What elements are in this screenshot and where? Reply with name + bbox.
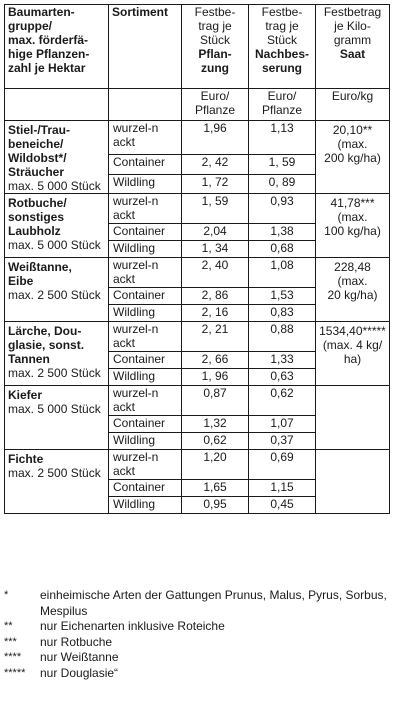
planting-rate-cell: 1,65 xyxy=(182,480,249,497)
unit-unit5: Euro/kg xyxy=(316,89,390,121)
unit-empty xyxy=(5,89,109,121)
planting-rate-cell: 2, 21 xyxy=(182,322,249,352)
header-group-line: zahl je Hektar xyxy=(8,61,86,75)
header-line: Festbe- xyxy=(261,5,303,19)
header-line: gramm xyxy=(333,33,372,47)
replanting-rate-cell: 0,62 xyxy=(249,386,316,416)
planting-rate-cell: 1,20 xyxy=(182,450,249,480)
header-col5 xyxy=(316,5,390,89)
species-group-cell xyxy=(5,121,109,194)
replanting-rate-cell: 1,08 xyxy=(249,258,316,288)
footnote-text: nur Rotbuche xyxy=(40,634,113,649)
footnote-mark: *** xyxy=(4,635,17,648)
sortiment-cell xyxy=(109,450,182,480)
header-line: Festbe- xyxy=(194,5,236,19)
sortiment-label: wurzel-nackt xyxy=(113,322,159,350)
planting-rate-cell: 2, 16 xyxy=(182,305,249,322)
max-count: max. 2 500 Stück xyxy=(8,288,101,302)
planting-rate-cell: 0,62 xyxy=(182,433,249,450)
unit-line: Pflanze xyxy=(194,103,236,117)
sortiment-cell xyxy=(109,433,182,450)
header-group-line: Baumarten- xyxy=(8,5,75,19)
sortiment-label: Wildling xyxy=(113,369,156,383)
header-line: zung xyxy=(201,61,229,75)
footnotes xyxy=(4,588,396,681)
sortiment-cell xyxy=(109,305,182,322)
sortiment-label: Wildling xyxy=(113,174,156,189)
header-group-line: hige Pflanzen- xyxy=(8,47,90,61)
species-name-line: Weißtanne, xyxy=(8,260,72,274)
species-name-line: Stiel-/Trau- xyxy=(8,123,71,137)
table-row xyxy=(5,194,390,224)
replanting-rate-cell: 0,63 xyxy=(249,369,316,386)
replanting-rate-cell: 0,83 xyxy=(249,305,316,322)
seed-rate-line: ha) xyxy=(343,352,362,366)
sortiment-cell xyxy=(109,155,182,174)
footnote xyxy=(4,635,396,651)
species-name-line: Rotbuche/ xyxy=(8,196,67,210)
sortiment-cell xyxy=(109,224,182,241)
sortiment-label: wurzel-nackt xyxy=(113,194,159,222)
planting-rate-cell: 2, 42 xyxy=(182,155,249,174)
seed-rate-cell xyxy=(316,258,390,322)
planting-rate-cell: 2, 66 xyxy=(182,352,249,369)
sortiment-label: Wildling xyxy=(113,305,156,319)
funding-rates-table xyxy=(4,4,390,514)
header-line: je Kilo- xyxy=(334,19,371,33)
species-group-cell xyxy=(5,194,109,258)
sortiment-label: Container xyxy=(113,352,166,366)
unit-unit4 xyxy=(249,89,316,121)
sortiment-label: Wildling xyxy=(113,497,156,511)
sortiment-cell xyxy=(109,480,182,497)
footnote-text: einheimische Arten der Gattungen Prunus, Malus, Pyrus, Sorbus, Mespilus xyxy=(40,588,387,618)
species-name-line: Lärche, Dou- xyxy=(8,324,82,338)
planting-rate-cell: 2, 40 xyxy=(182,258,249,288)
header-row xyxy=(5,5,390,89)
replanting-rate-cell: 1,53 xyxy=(249,288,316,305)
seed-rate-line: 200 kg/ha) xyxy=(324,151,381,165)
header-line: Saat xyxy=(339,47,366,61)
seed-rate-line: 20 kg/ha) xyxy=(327,288,378,302)
replanting-rate-cell: 1,13 xyxy=(249,121,316,155)
planting-rate-cell: 2,04 xyxy=(182,224,249,241)
replanting-rate-cell: 0,68 xyxy=(249,241,316,258)
footnote-mark: ** xyxy=(4,620,13,632)
planting-rate-cell: 0,95 xyxy=(182,497,249,514)
sortiment-cell xyxy=(109,288,182,305)
unit-line: Pflanze xyxy=(261,103,303,117)
replanting-rate-cell: 0,45 xyxy=(249,497,316,514)
sortiment-cell xyxy=(109,241,182,258)
species-name-line: glasie, sonst. xyxy=(8,338,85,352)
sortiment-label: Container xyxy=(113,155,166,170)
planting-rate-cell: 1, 59 xyxy=(182,194,249,224)
replanting-rate-cell: 1,38 xyxy=(249,224,316,241)
seed-rate-line: 100 kg/ha) xyxy=(324,224,381,238)
sortiment-cell xyxy=(109,369,182,386)
header-line: Stück xyxy=(266,33,297,47)
header-col3 xyxy=(182,5,249,89)
footnote-text: nur Douglasie“ xyxy=(40,665,119,680)
replanting-rate-cell: 0,93 xyxy=(249,194,316,224)
footnote-mark: ***** xyxy=(4,666,26,679)
unit-unit3 xyxy=(182,89,249,121)
max-count: max. 2 500 Stück xyxy=(8,466,101,480)
seed-rate-cell xyxy=(316,450,390,514)
seed-rate-line: (max. xyxy=(337,137,368,151)
replanting-rate-cell: 1, 59 xyxy=(249,155,316,174)
sortiment-cell xyxy=(109,322,182,352)
max-count: max. 5 000 Stück xyxy=(8,402,101,416)
footnote-mark: * xyxy=(4,589,9,601)
max-count: max. 5 000 Stück xyxy=(8,238,101,252)
header-line: Stück xyxy=(199,33,230,47)
header-line: trag je xyxy=(265,19,299,33)
header-group xyxy=(5,5,109,89)
species-name-line: Sträucher xyxy=(8,165,65,179)
footnote-mark: **** xyxy=(4,651,22,663)
species-name-line: Eibe xyxy=(8,274,34,288)
species-name-line: Wildobst*/ xyxy=(8,151,67,165)
header-col4 xyxy=(249,5,316,89)
max-count: max. 5 000 Stück xyxy=(8,179,101,193)
species-name-line: Tannen xyxy=(8,352,50,366)
sortiment-cell xyxy=(109,121,182,155)
header-line: serung xyxy=(261,61,302,75)
replanting-rate-cell: 0,88 xyxy=(249,322,316,352)
species-name-line: sonstiges xyxy=(8,210,65,224)
max-count: max. 2 500 Stück xyxy=(8,366,101,380)
seed-rate-line: (max. xyxy=(337,274,368,288)
sortiment-label: Wildling xyxy=(113,433,156,447)
planting-rate-cell: 1,32 xyxy=(182,416,249,433)
table-row xyxy=(5,258,390,288)
unit-empty xyxy=(109,89,182,121)
header-line: Festbetrag xyxy=(323,5,382,19)
unit-row xyxy=(5,89,390,121)
header-line: Nachbes- xyxy=(254,47,310,61)
sortiment-label: wurzel-nackt xyxy=(113,386,159,414)
seed-rate-cell xyxy=(316,386,390,450)
table-body xyxy=(5,5,390,514)
planting-rate-cell: 0,87 xyxy=(182,386,249,416)
table-row xyxy=(5,450,390,480)
header-group-line: max. förderfä- xyxy=(8,33,89,47)
sortiment-cell xyxy=(109,416,182,433)
replanting-rate-cell: 0,69 xyxy=(249,450,316,480)
seed-rate-line: 20,10** xyxy=(332,123,373,137)
sortiment-label: wurzel-nackt xyxy=(113,258,159,286)
species-name-line: Laubholz xyxy=(8,224,61,238)
sortiment-label: Container xyxy=(113,480,166,494)
seed-rate-line: (max. 4 kg/ xyxy=(322,338,383,352)
unit-line: Euro/ xyxy=(267,89,297,103)
table-row xyxy=(5,322,390,352)
header-group-line: gruppe/ xyxy=(8,19,52,33)
sortiment-label: Container xyxy=(113,416,166,430)
header-sortiment: Sortiment xyxy=(109,5,182,89)
species-group-cell xyxy=(5,386,109,450)
seed-rate-cell xyxy=(316,194,390,258)
seed-rate-cell xyxy=(316,322,390,386)
table-row xyxy=(5,386,390,416)
footnote-text: nur Weißtanne xyxy=(40,650,119,664)
planting-rate-cell: 2, 86 xyxy=(182,288,249,305)
species-group-cell xyxy=(5,322,109,386)
footnote xyxy=(4,619,396,635)
planting-rate-cell: 1, 34 xyxy=(182,241,249,258)
sortiment-cell xyxy=(109,194,182,224)
sortiment-cell xyxy=(109,352,182,369)
sortiment-cell xyxy=(109,497,182,514)
footnote xyxy=(4,588,396,619)
sortiment-label: Container xyxy=(113,224,166,238)
species-name-line: Kiefer xyxy=(8,388,43,402)
sortiment-label: Wildling xyxy=(113,241,156,255)
species-name-line: beneiche/ xyxy=(8,137,64,151)
footnote xyxy=(4,650,396,666)
replanting-rate-cell: 1,15 xyxy=(249,480,316,497)
header-line: trag je xyxy=(198,19,232,33)
sortiment-cell xyxy=(109,386,182,416)
species-group-cell xyxy=(5,258,109,322)
replanting-rate-cell: 1,33 xyxy=(249,352,316,369)
species-group-cell xyxy=(5,450,109,514)
seed-rate-line: 1534,40***** xyxy=(319,324,386,338)
replanting-rate-cell: 0,37 xyxy=(249,433,316,450)
sortiment-label: wurzel-nackt xyxy=(113,121,159,149)
seed-rate-line: 228,48 xyxy=(334,260,371,274)
seed-rate-line: (max. xyxy=(337,210,368,224)
replanting-rate-cell: 0, 89 xyxy=(249,174,316,193)
planting-rate-cell: 1,96 xyxy=(182,121,249,155)
table-row xyxy=(5,121,390,155)
species-name-line: Fichte xyxy=(8,452,44,466)
sortiment-label: Container xyxy=(113,288,166,302)
sortiment-cell xyxy=(109,174,182,193)
sortiment-label: wurzel-nackt xyxy=(113,450,159,478)
replanting-rate-cell: 1,07 xyxy=(249,416,316,433)
footnote xyxy=(4,666,396,682)
seed-rate-line: 41,78*** xyxy=(330,196,375,210)
unit-line: Euro/ xyxy=(200,89,230,103)
planting-rate-cell: 1, 72 xyxy=(182,174,249,193)
header-line: Pflan- xyxy=(198,47,232,61)
sortiment-cell xyxy=(109,258,182,288)
planting-rate-cell: 1, 96 xyxy=(182,369,249,386)
seed-rate-cell xyxy=(316,121,390,194)
footnote-text: nur Eichenarten inklusive Roteiche xyxy=(40,619,225,633)
